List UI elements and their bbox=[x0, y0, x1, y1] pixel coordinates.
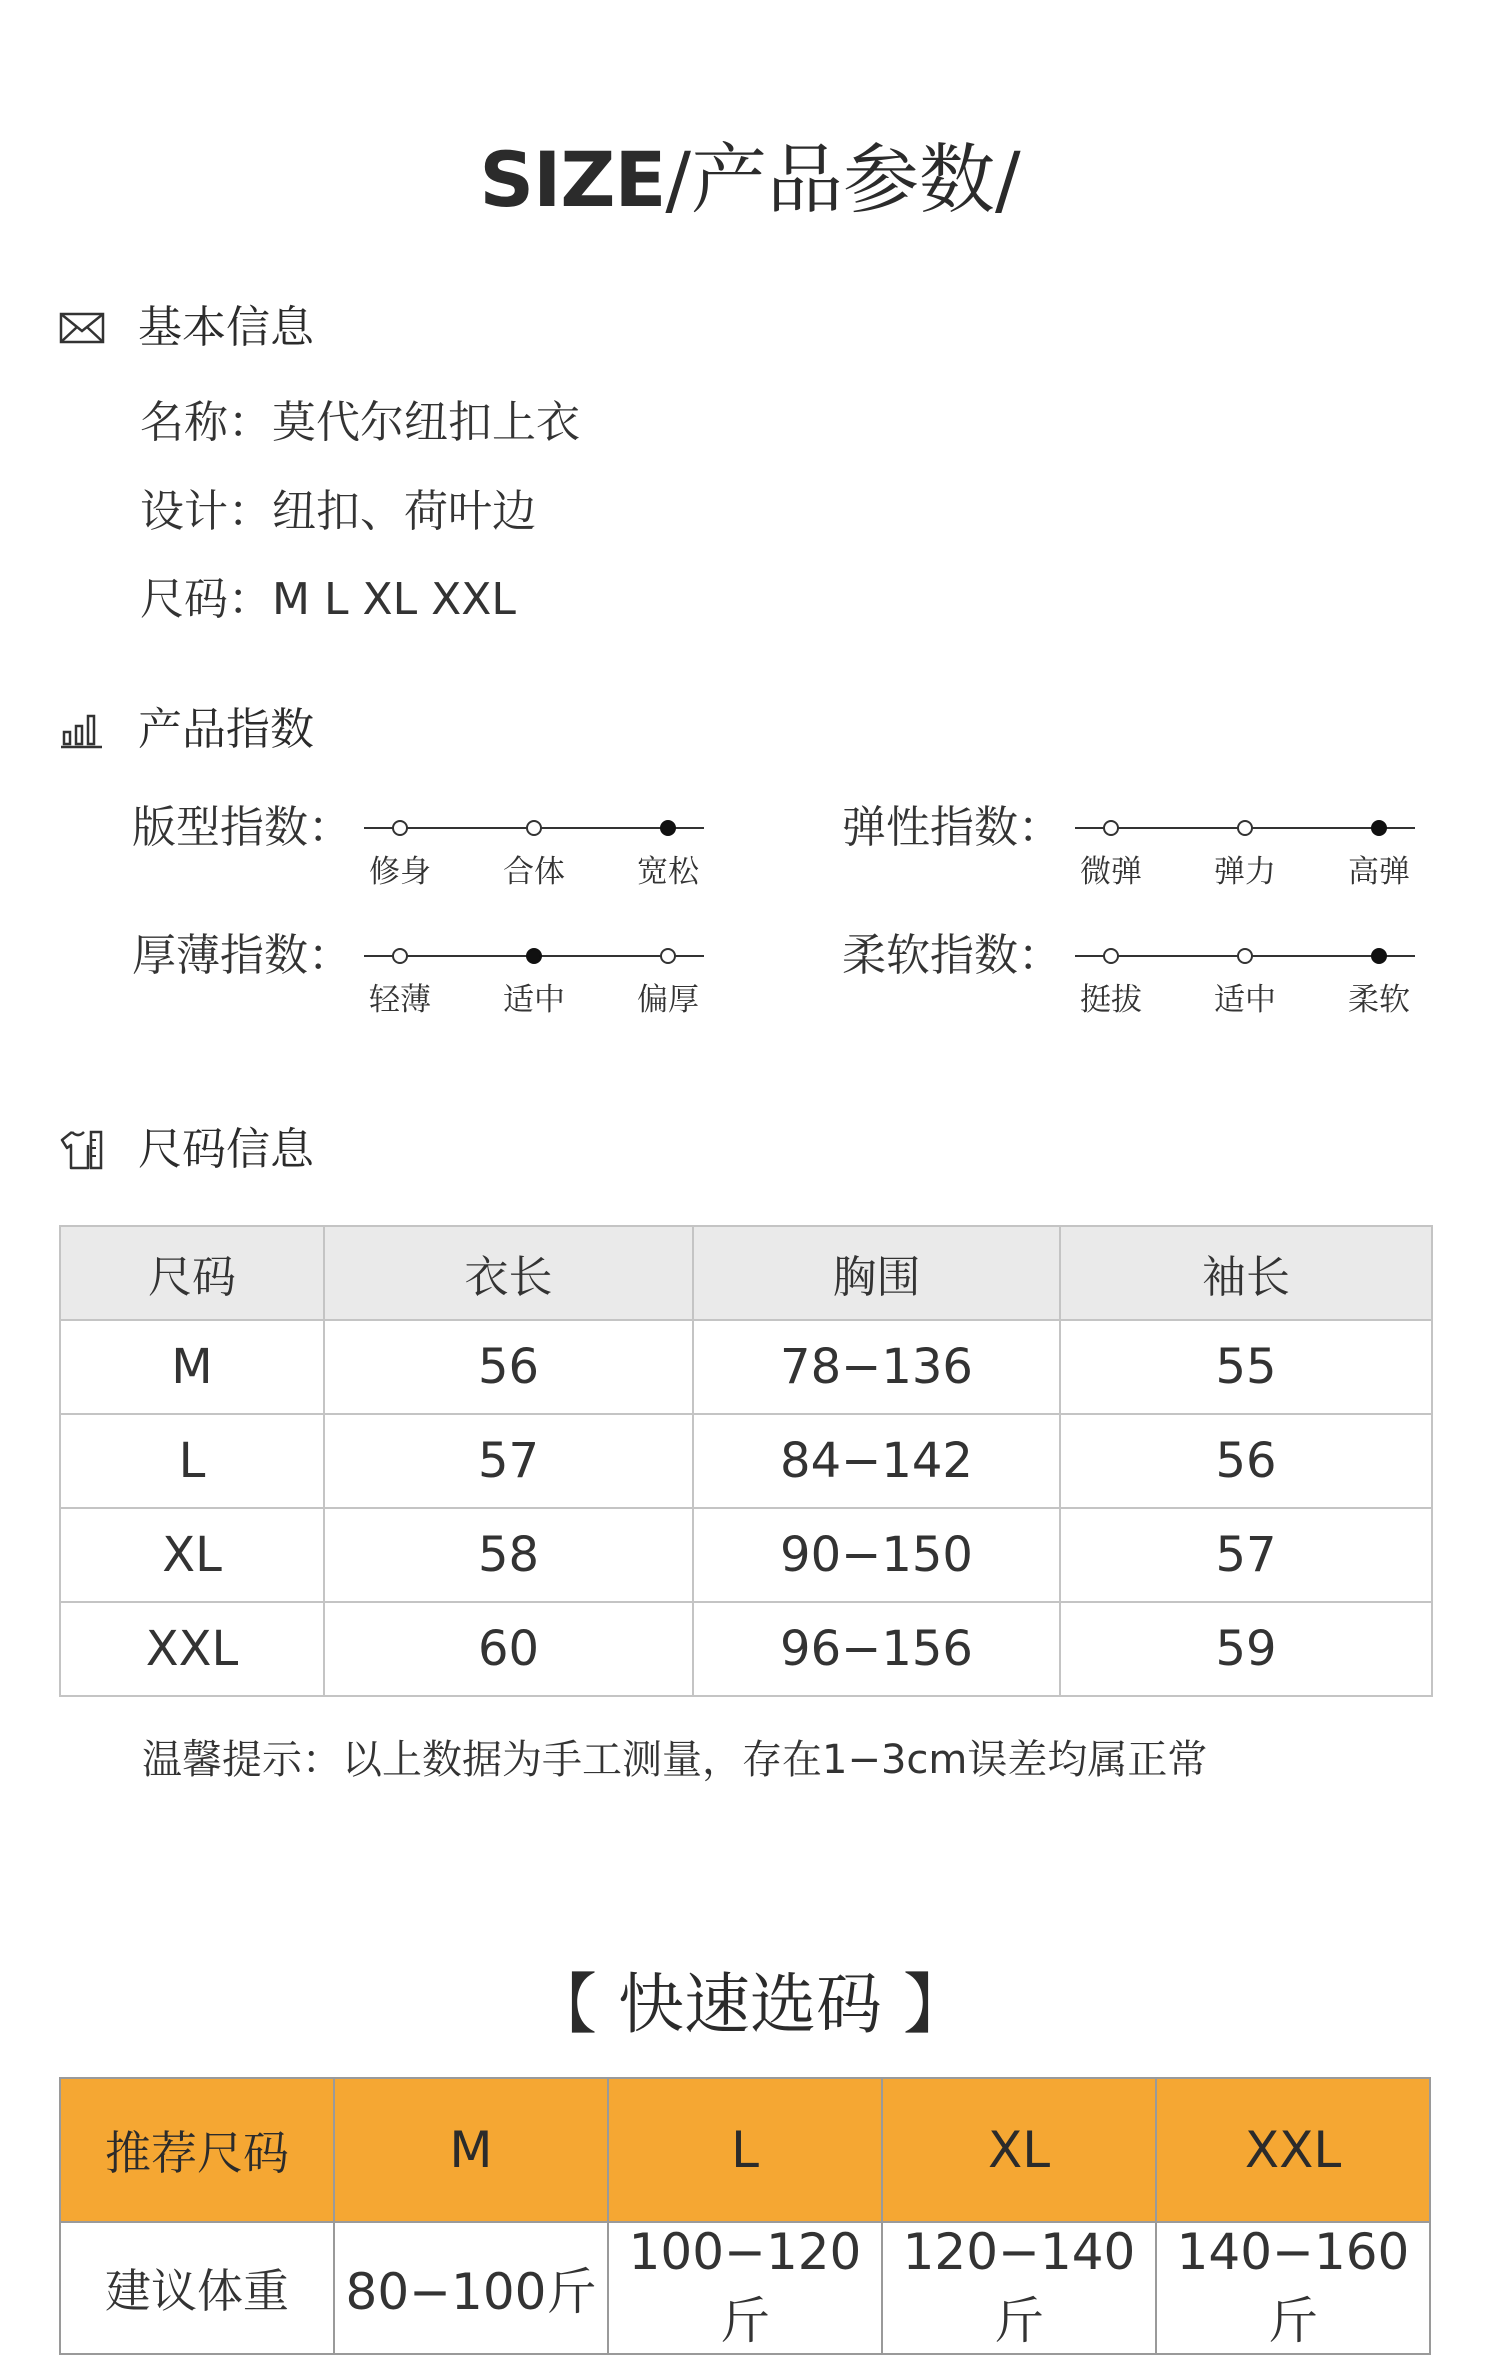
shirt-ruler-icon bbox=[58, 1126, 106, 1174]
quick-select-table bbox=[59, 2077, 1431, 2355]
quick-header-cell: M bbox=[334, 2078, 608, 2222]
scale-dot bbox=[1103, 948, 1119, 964]
index-label: 柔软指数： bbox=[842, 930, 1062, 981]
table-cell: 90−150 bbox=[693, 1508, 1060, 1602]
info-value: 纽扣、荷叶边 bbox=[272, 486, 536, 537]
quick-header-cell: 推荐尺码 bbox=[60, 2078, 334, 2222]
index-scale bbox=[364, 928, 704, 1018]
scale-option-label: 修身 bbox=[369, 854, 431, 890]
page-title-cn: /产品参数/ bbox=[665, 135, 1021, 224]
scale-option-label: 柔软 bbox=[1348, 982, 1410, 1018]
quick-cell: 120−140斤 bbox=[882, 2222, 1156, 2354]
bar-chart-icon bbox=[58, 706, 106, 754]
table-cell: 58 bbox=[324, 1508, 693, 1602]
table-cell: 55 bbox=[1060, 1320, 1432, 1414]
table-header-row bbox=[60, 1226, 1432, 1320]
scale-dot-selected bbox=[1371, 948, 1387, 964]
index-scale bbox=[1075, 928, 1415, 1018]
index-label: 弹性指数： bbox=[842, 802, 1062, 853]
scale-option-label: 宽松 bbox=[637, 854, 699, 890]
info-row-size bbox=[140, 570, 516, 630]
page-title-en: SIZE bbox=[479, 135, 666, 224]
table-cell: 78−136 bbox=[693, 1320, 1060, 1414]
table-cell: 57 bbox=[1060, 1508, 1432, 1602]
size-info-heading bbox=[58, 1120, 314, 1180]
scale-dot bbox=[1103, 820, 1119, 836]
quick-header-cell: L bbox=[608, 2078, 882, 2222]
column-header: 胸围 bbox=[693, 1226, 1060, 1320]
scale-option-label: 轻薄 bbox=[369, 982, 431, 1018]
quick-header-cell: XXL bbox=[1156, 2078, 1430, 2222]
info-label: 设计： bbox=[140, 486, 272, 537]
table-row bbox=[60, 1602, 1432, 1696]
info-value: M L XL XXL bbox=[272, 574, 516, 625]
quick-select-title: 【 快速选码 】 bbox=[531, 1966, 969, 2043]
column-header: 袖长 bbox=[1060, 1226, 1432, 1320]
table-cell: 96−156 bbox=[693, 1602, 1060, 1696]
basic-info-heading bbox=[58, 298, 314, 358]
scale-dot-selected bbox=[660, 820, 676, 836]
info-row-name bbox=[140, 393, 580, 453]
scale-dot bbox=[1237, 820, 1253, 836]
table-cell: 59 bbox=[1060, 1602, 1432, 1696]
info-label: 尺码： bbox=[140, 574, 272, 625]
column-header: 衣长 bbox=[324, 1226, 693, 1320]
measurement-tip: 温馨提示：以上数据为手工测量，存在1−3cm误差均属正常 bbox=[142, 1737, 1208, 1783]
table-cell: 60 bbox=[324, 1602, 693, 1696]
scale-dot bbox=[1237, 948, 1253, 964]
scale-option-label: 合体 bbox=[503, 854, 565, 890]
table-cell: XXL bbox=[60, 1602, 324, 1696]
table-cell: 56 bbox=[1060, 1414, 1432, 1508]
scale-option-label: 偏厚 bbox=[637, 982, 699, 1018]
index-scale bbox=[1075, 800, 1415, 890]
scale-dot bbox=[526, 820, 542, 836]
scale-dot-selected bbox=[526, 948, 542, 964]
table-cell: 57 bbox=[324, 1414, 693, 1508]
quick-weight-row bbox=[60, 2222, 1430, 2354]
info-row-design bbox=[140, 482, 536, 542]
quick-table-wrapper bbox=[59, 2077, 1431, 2355]
column-header: 尺码 bbox=[60, 1226, 324, 1320]
product-index-heading bbox=[58, 700, 314, 760]
index-scale bbox=[364, 800, 704, 890]
table-cell: M bbox=[60, 1320, 324, 1414]
index-label: 版型指数： bbox=[132, 802, 352, 853]
scale-option-label: 挺拔 bbox=[1080, 982, 1142, 1018]
size-table-wrapper bbox=[59, 1225, 1433, 1697]
quick-cell: 140−160斤 bbox=[1156, 2222, 1430, 2354]
size-info-title: 尺码信息 bbox=[138, 1124, 314, 1175]
info-label: 名称： bbox=[140, 397, 272, 448]
quick-cell: 100−120斤 bbox=[608, 2222, 882, 2354]
info-value: 莫代尔纽扣上衣 bbox=[272, 397, 580, 448]
table-cell: 56 bbox=[324, 1320, 693, 1414]
scale-dot-selected bbox=[1371, 820, 1387, 836]
scale-option-label: 适中 bbox=[1214, 982, 1276, 1018]
page-title bbox=[0, 132, 1500, 228]
product-index-title: 产品指数 bbox=[138, 704, 314, 755]
quick-header-row bbox=[60, 2078, 1430, 2222]
quick-cell: 80−100斤 bbox=[334, 2222, 608, 2354]
scale-option-label: 微弹 bbox=[1080, 854, 1142, 890]
table-row bbox=[60, 1320, 1432, 1414]
table-cell: L bbox=[60, 1414, 324, 1508]
quick-header-cell: XL bbox=[882, 2078, 1156, 2222]
table-cell: 84−142 bbox=[693, 1414, 1060, 1508]
table-cell: XL bbox=[60, 1508, 324, 1602]
scale-dot bbox=[660, 948, 676, 964]
scale-option-label: 适中 bbox=[503, 982, 565, 1018]
scale-option-label: 弹力 bbox=[1214, 854, 1276, 890]
table-row bbox=[60, 1414, 1432, 1508]
mail-icon bbox=[58, 304, 106, 352]
quick-cell: 建议体重 bbox=[60, 2222, 334, 2354]
index-label: 厚薄指数： bbox=[132, 930, 352, 981]
scale-dot bbox=[392, 820, 408, 836]
size-table bbox=[59, 1225, 1433, 1697]
basic-info-title: 基本信息 bbox=[138, 302, 314, 353]
table-row bbox=[60, 1508, 1432, 1602]
scale-option-label: 高弹 bbox=[1348, 854, 1410, 890]
scale-dot bbox=[392, 948, 408, 964]
